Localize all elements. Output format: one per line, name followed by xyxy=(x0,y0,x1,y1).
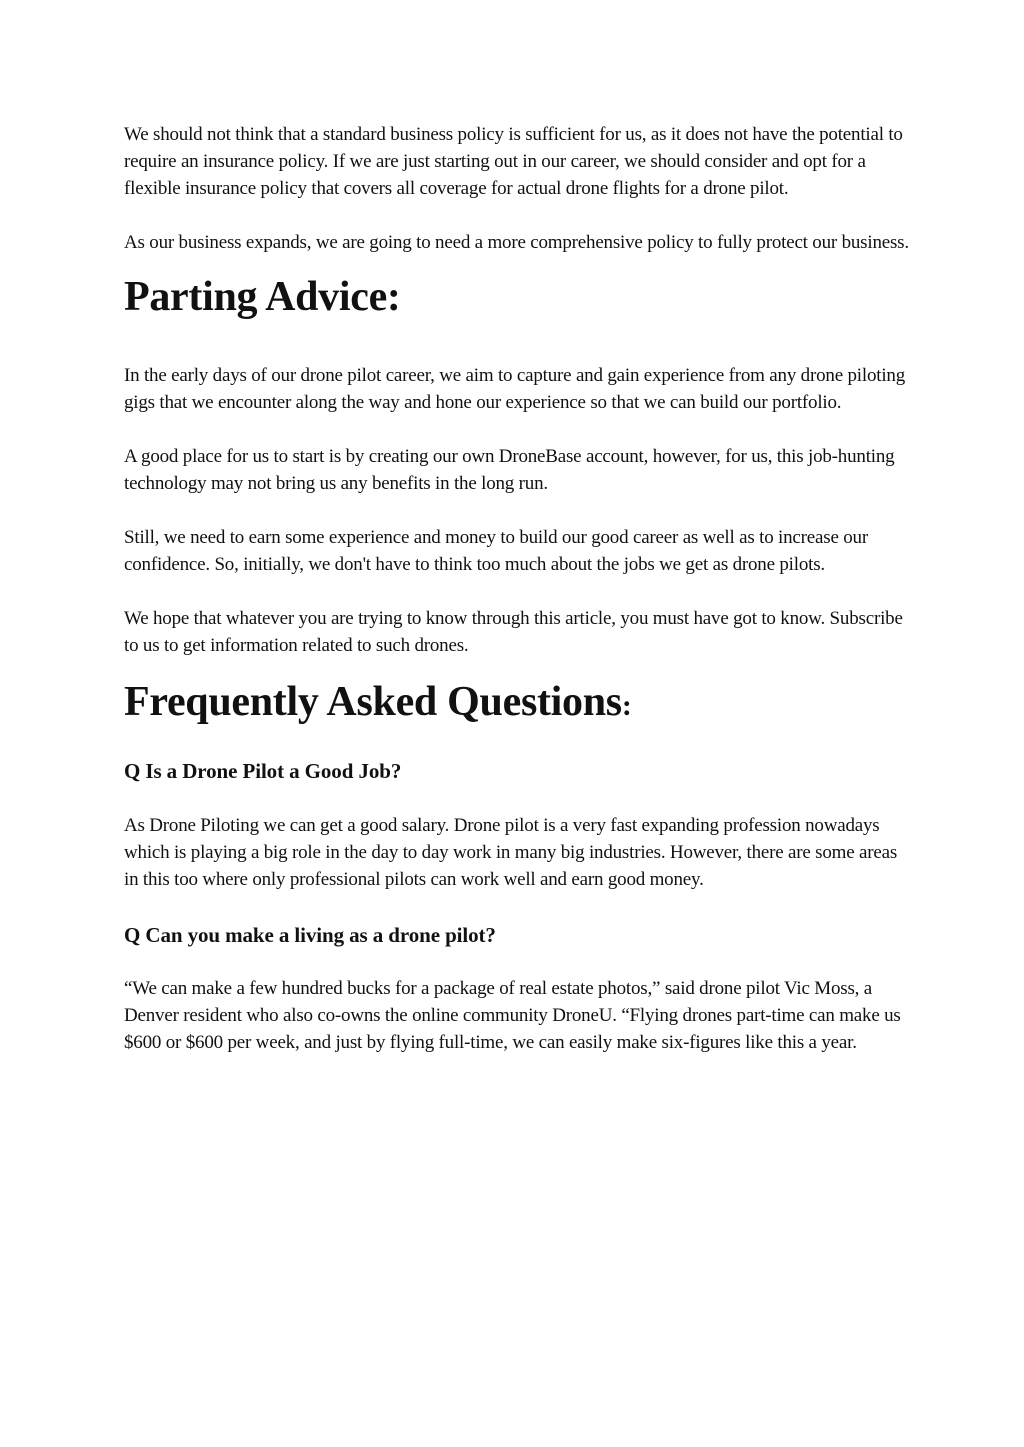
parting-paragraph-2: A good place for us to start is by creating our own DroneBase account, however, for us, this job-hunting technology may not bring us any benefits in the long run. xyxy=(124,446,895,494)
parting-paragraph-3: Still, we need to earn some experience and money to build our good career as well as to increase our confidence. So, initially, we don't have to think too much about the jobs we get as drone pilots. xyxy=(124,527,868,575)
document-page xyxy=(124,121,914,1056)
faq-heading-text: Frequently Asked Questions xyxy=(124,679,622,725)
faq-heading-colon: : xyxy=(621,689,632,722)
parting-paragraph-1: In the early days of our drone pilot career, we aim to capture and gain experience from any drone piloting gigs that we encounter along the way and hone our experience so that we can build our portfolio. xyxy=(124,365,906,413)
faq-question-2: Q Can you make a living as a drone pilot? xyxy=(124,923,496,947)
intro-paragraph-2: As our business expands, we are going to need a more comprehensive policy to fully protect our business. xyxy=(124,232,909,253)
faq-answer-2: “We can make a few hundred bucks for a package of real estate photos,” said drone pilot Vic Moss, a Denver resident who also co-owns the online community DroneU. “Flying drones part-time can make us $600 or $600 per week, and just by flying full-time, we can easily make six-figures like this a year. xyxy=(124,978,901,1053)
faq-heading xyxy=(124,677,914,731)
parting-advice-heading: Parting Advice: xyxy=(124,274,401,320)
parting-paragraph-4: We hope that whatever you are trying to know through this article, you must have got to know. Subscribe to us to get information related to such drones. xyxy=(124,608,903,656)
faq-question-1: Q Is a Drone Pilot a Good Job? xyxy=(124,759,402,783)
intro-paragraph-1: We should not think that a standard business policy is sufficient for us, as it does not have the potential to require an insurance policy. If we are just starting out in our career, we should consider and opt for a flexible insurance policy that covers all coverage for actual drone flights for a drone pilot. xyxy=(124,124,903,199)
faq-answer-1: As Drone Piloting we can get a good salary. Drone pilot is a very fast expanding profession nowadays which is playing a big role in the day to day work in many big industries. However, there are some areas in this too where only professional pilots can work well and earn good money. xyxy=(124,815,898,890)
